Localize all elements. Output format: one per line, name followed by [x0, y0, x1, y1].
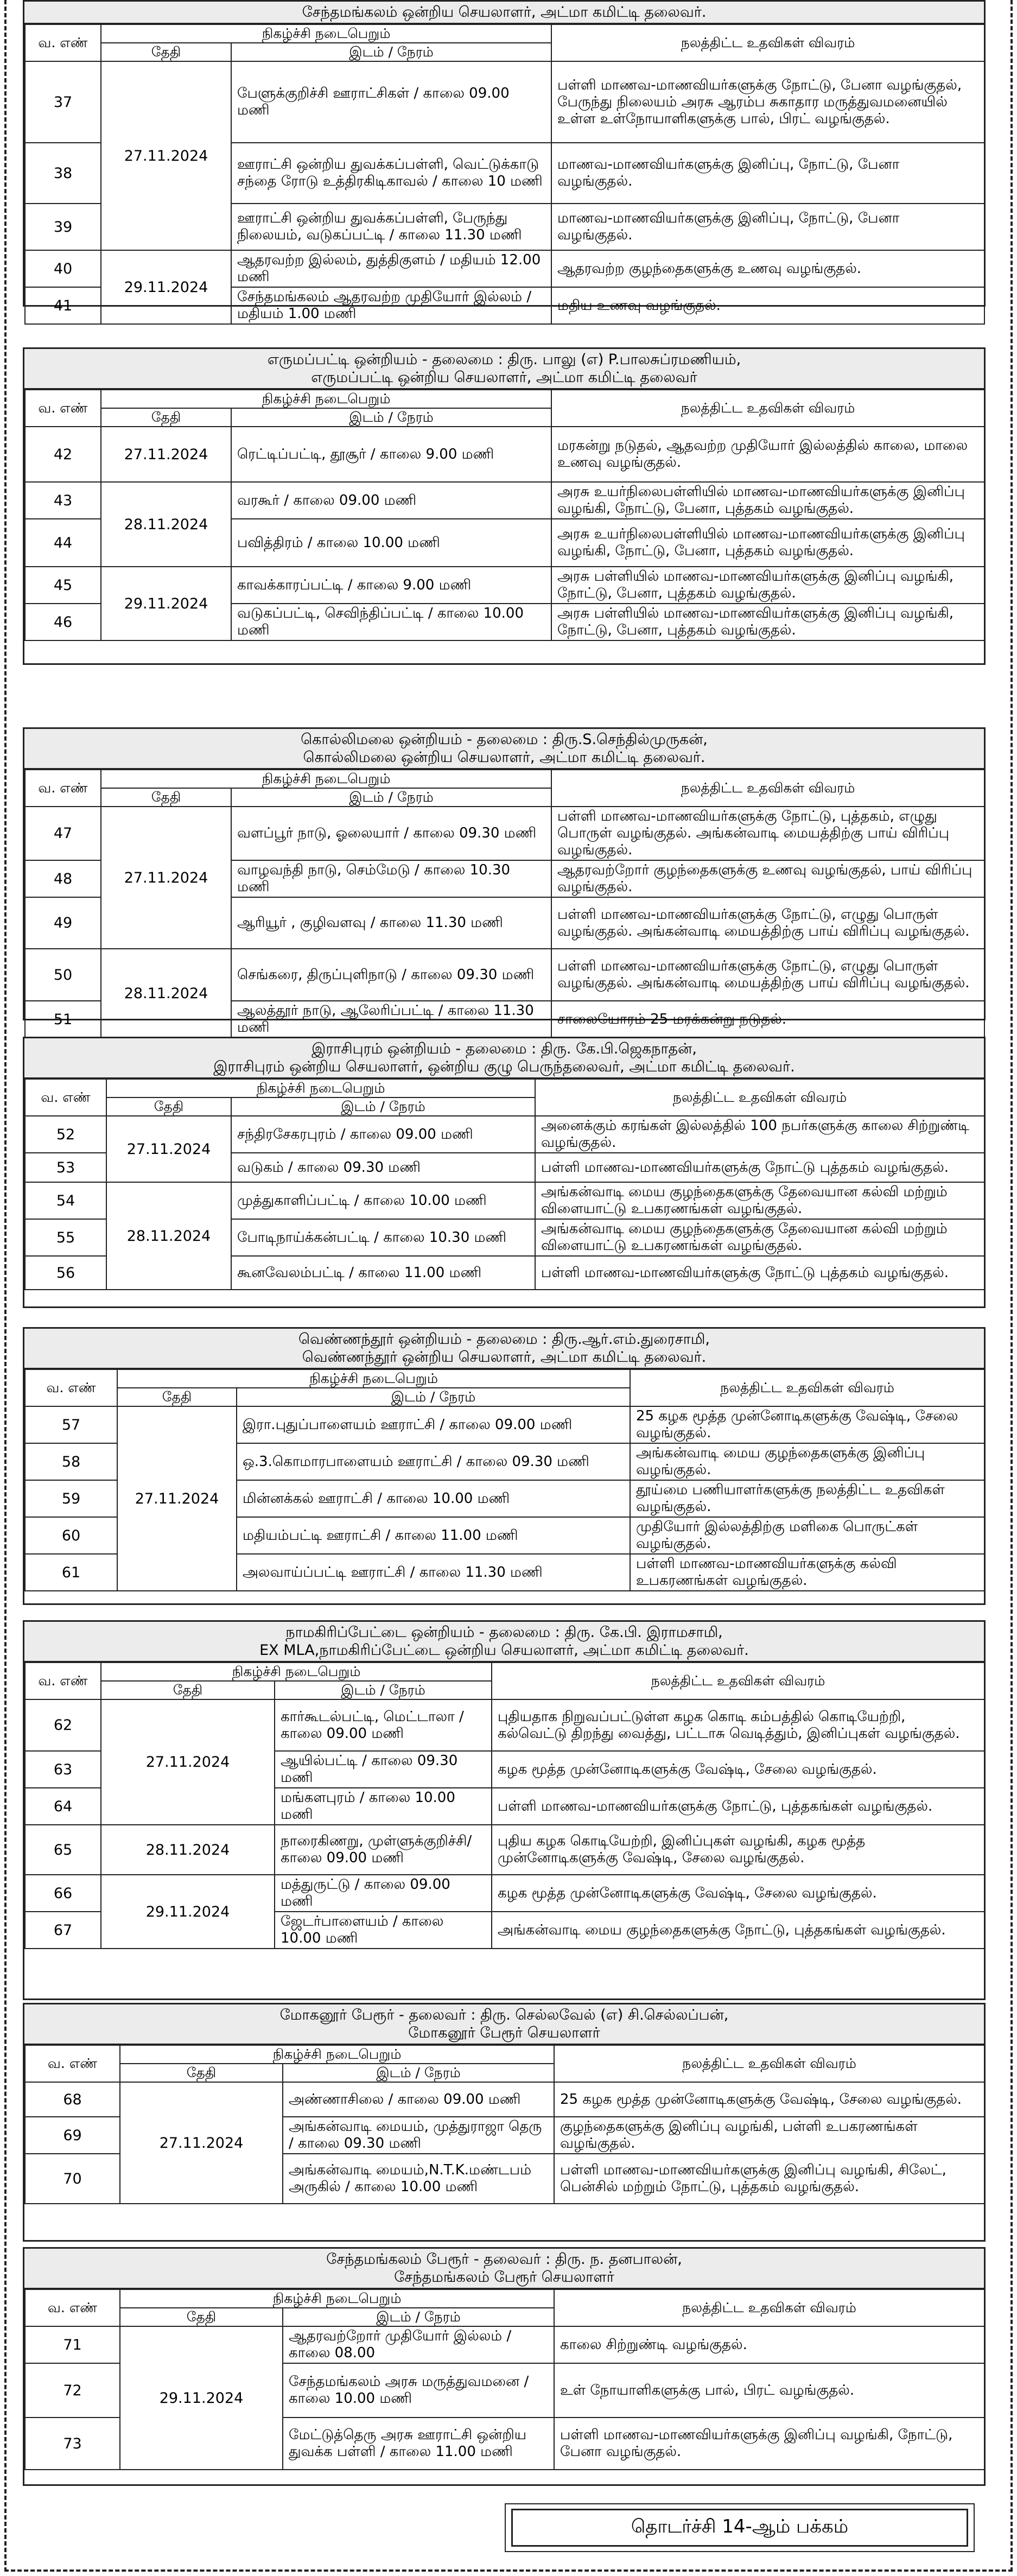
welfare-aid-details: காலை சிற்றுண்டி வழங்குதல்.: [554, 2326, 984, 2363]
section-header-line: எருமப்பட்டி ஒன்றியம் - தலைமை : திரு. பாலு (எ) P.பாலசுப்ரமணியம்,: [267, 351, 741, 368]
welfare-aid-details: அங்கன்வாடி மைய குழந்தைகளுக்கு தேவையான கல்வி மற்றும் விளையாட்டு உபகரணங்கள் வழங்குதல்.: [535, 1182, 984, 1219]
event-place-time: முத்துகாளிப்பட்டி / காலை 10.00 மணி: [231, 1182, 535, 1219]
col-header-place: இடம் / நேரம்: [275, 1681, 492, 1699]
col-header-date: தேதி: [117, 1388, 237, 1406]
event-place-time: அங்கன்வாடி மையம்,N.T.K.மண்டபம் அருகில் / காலை 10.00 மணி: [283, 2154, 554, 2204]
welfare-aid-details: பள்ளி மாணவ-மாணவியர்களுக்கு நோட்டு, பேனா வழங்குதல், பேருந்து நிலையம் அரசு ஆரம்ப சுகாதார மருத்துவமனையில் உள்ள உள்நோயாளிகளுக்கு பால், பிரட் வழங்குதல்.: [551, 61, 984, 143]
schedule-table: [24, 1369, 985, 1591]
col-header-sno: வ. எண்: [25, 2045, 120, 2082]
col-header-date: தேதி: [120, 2064, 283, 2082]
section-header: [24, 729, 984, 769]
welfare-aid-details: குழந்தைகளுக்கு இனிப்பு வழங்கி, பள்ளி உபகரணங்கள் வழங்குதல்.: [554, 2117, 984, 2154]
serial-number: 57: [25, 1406, 117, 1443]
event-place-time: நாரைகிணறு, முள்ளுக்குறிச்சி/ காலை 09.00 மணி: [275, 1825, 492, 1875]
welfare-aid-details: பள்ளி மாணவ-மாணவியர்களுக்கு இனிப்பு வழங்கி, சிலேட், பென்சில் மற்றும் நோட்டு, புத்தகம் வழங்குதல்.: [554, 2154, 984, 2204]
event-place-time: ஒ.3.கொமாரபாளையம் ஊராட்சி / காலை 09.30 மணி: [237, 1443, 630, 1480]
serial-number: 40: [25, 250, 101, 287]
event-date: 29.11.2024: [101, 250, 231, 324]
event-date: 28.11.2024: [101, 1825, 275, 1875]
col-header-place: இடம் / நேரம்: [283, 2308, 554, 2326]
welfare-aid-details: பள்ளி மாணவ-மாணவியர்களுக்கு நோட்டு புத்தகம் வழங்குதல்.: [535, 1153, 984, 1182]
event-place-time: இரா.புதுப்பாளையம் ஊராட்சி / காலை 09.00 மணி: [237, 1406, 630, 1443]
welfare-aid-details: சாலையோரம் 25 மரக்கன்று நடுதல்.: [551, 1001, 984, 1038]
welfare-aid-details: புதியதாக நிறுவப்பட்டுள்ள கழக கொடி கம்பத்தில் கொடியேற்றி, கல்வெட்டு திறந்து வைத்து, பட்டாசு வெடித்தும், இனிப்புகள் வழங்குதல்.: [492, 1699, 984, 1751]
table-row: [25, 1825, 984, 1875]
schedule-table: [24, 24, 985, 325]
serial-number: 37: [25, 61, 101, 143]
table-row: [25, 427, 984, 482]
serial-number: 51: [25, 1001, 101, 1038]
event-place-time: கூனவேலம்பட்டி / காலை 11.00 மணி: [231, 1256, 535, 1290]
program-section: [23, 1327, 986, 1605]
section-header-line: மோகனூர் பேரூர் செயலாளர்: [408, 2025, 600, 2041]
col-header-aid: நலத்திட்ட உதவிகள் விவரம்: [492, 1663, 984, 1699]
table-row: [25, 1699, 984, 1751]
col-header-date: தேதி: [101, 1681, 275, 1699]
program-section: [23, 2247, 986, 2486]
serial-number: 42: [25, 427, 101, 482]
section-header-line: சேந்தமங்கலம் பேரூர் செயலாளர்: [394, 2269, 614, 2286]
table-row: [25, 807, 984, 860]
serial-number: 45: [25, 567, 101, 604]
event-date: 29.11.2024: [101, 567, 231, 640]
event-place-time: அங்கன்வாடி மையம், முத்துராஜா தெரு / காலை 09.30 மணி: [283, 2117, 554, 2154]
table-row: [25, 61, 984, 143]
serial-number: 60: [25, 1517, 117, 1554]
schedule-table: [24, 769, 985, 1038]
col-header-date: தேதி: [120, 2308, 283, 2326]
event-place-time: மின்னக்கல் ஊராட்சி / காலை 10.00 மணி: [237, 1480, 630, 1517]
program-section: [23, 0, 986, 322]
serial-number: 62: [25, 1699, 101, 1751]
event-place-time: அலவாய்ப்பட்டி ஊராட்சி / காலை 11.30 மணி: [237, 1554, 630, 1591]
event-date: 27.11.2024: [106, 1116, 231, 1182]
section-header: [24, 2, 984, 24]
table-row: [25, 1182, 984, 1219]
table-row: [25, 250, 984, 287]
col-header-date: தேதி: [106, 1097, 231, 1116]
welfare-aid-details: ஆதரவற்றோர் குழந்தைகளுக்கு உணவு வழங்குதல், பாய் விரிப்பு வழங்குதல்.: [551, 860, 984, 897]
serial-number: 55: [25, 1219, 106, 1256]
section-header: [24, 1329, 984, 1369]
section-header: [24, 1622, 984, 1662]
welfare-aid-details: மாணவ-மாணவியர்களுக்கு இனிப்பு, நோட்டு, பேனா வழங்குதல்.: [551, 143, 984, 204]
welfare-aid-details: அங்கன்வாடி மைய குழந்தைகளுக்கு நோட்டு, புத்தகங்கள் வழங்குதல்.: [492, 1912, 984, 1949]
col-header-event: நிகழ்ச்சி நடைபெறும்: [117, 1369, 630, 1388]
program-section: [23, 2003, 986, 2242]
col-header-aid: நலத்திட்ட உதவிகள் விவரம்: [554, 2289, 984, 2326]
col-header-sno: வ. எண்: [25, 390, 101, 427]
event-place-time: கார்கூடல்பட்டி, மெட்டாலா / காலை 09.00 மணி: [275, 1699, 492, 1751]
schedule-table: [24, 389, 985, 641]
event-place-time: மத்துருட்டு / காலை 09.00 மணி: [275, 1875, 492, 1912]
program-section: [23, 727, 986, 1036]
event-place-time: சந்திரசேகரபுரம் / காலை 09.00 மணி: [231, 1116, 535, 1153]
col-header-place: இடம் / நேரம்: [231, 1097, 535, 1116]
table-row: [25, 1116, 984, 1153]
serial-number: 69: [25, 2117, 120, 2154]
table-row: [25, 949, 984, 1001]
col-header-aid: நலத்திட்ட உதவிகள் விவரம்: [630, 1369, 984, 1406]
col-header-aid: நலத்திட்ட உதவிகள் விவரம்: [535, 1079, 984, 1116]
section-header-line: இராசிபுரம் ஒன்றியம் - தலைமை : திரு. கே.பி.ஜெகநாதன்,: [312, 1040, 697, 1057]
col-header-place: இடம் / நேரம்: [231, 43, 551, 61]
welfare-aid-details: அரசு பள்ளியில் மாணவ-மாணவியர்களுக்கு இனிப்பு வழங்கி, நோட்டு, பேனா, புத்தகம் வழங்குதல்.: [551, 604, 984, 640]
event-place-time: மேட்டுத்தெரு அரசு ஊராட்சி ஒன்றிய துவக்க பள்ளி / காலை 11.00 மணி: [283, 2418, 554, 2470]
section-header: [24, 1038, 984, 1078]
col-header-sno: வ. எண்: [25, 24, 101, 61]
serial-number: 53: [25, 1153, 106, 1182]
event-place-time: வடுகம் / காலை 09.30 மணி: [231, 1153, 535, 1182]
event-place-time: ஆதரவற்றோர் முதியோர் இல்லம் / காலை 08.00: [283, 2326, 554, 2363]
serial-number: 50: [25, 949, 101, 1001]
event-place-time: ஆதரவற்ற இல்லம், துத்திகுளம் / மதியம் 12.00 மணி: [231, 250, 551, 287]
section-header: [24, 2249, 984, 2289]
welfare-aid-details: பள்ளி மாணவ-மாணவியர்களுக்கு கல்வி உபகரணங்கள் வழங்குதல்.: [630, 1554, 984, 1591]
program-section: [23, 347, 986, 665]
event-place-time: ஆயில்பட்டி / காலை 09.30 மணி: [275, 1751, 492, 1788]
welfare-aid-details: பள்ளி மாணவ-மாணவியர்களுக்கு இனிப்பு வழங்கி, நோட்டு, பேனா வழங்குதல்.: [554, 2418, 984, 2470]
table-row: [25, 567, 984, 604]
welfare-aid-details: 25 கழக மூத்த முன்னோடிகளுக்கு வேஷ்டி, சேலை வழங்குதல்.: [630, 1406, 984, 1443]
serial-number: 49: [25, 897, 101, 949]
serial-number: 63: [25, 1751, 101, 1788]
col-header-place: இடம் / நேரம்: [231, 408, 551, 427]
event-place-time: ஊராட்சி ஒன்றிய துவக்கப்பள்ளி, வெட்டுக்காடு சந்தை ரோடு உத்திரகிடிகாவல் / காலை 10 மணி: [231, 143, 551, 204]
event-date: 28.11.2024: [106, 1182, 231, 1290]
event-place-time: மதியம்பட்டி ஊராட்சி / காலை 11.00 மணி: [237, 1517, 630, 1554]
event-date: 29.11.2024: [101, 1875, 275, 1949]
serial-number: 67: [25, 1912, 101, 1949]
serial-number: 73: [25, 2418, 120, 2470]
section-header-line: நாமகிரிப்பேட்டை ஒன்றியம் - தலைமை : திரு. கே.பி. இராமசாமி,: [285, 1624, 723, 1641]
welfare-aid-details: மாணவ-மாணவியர்களுக்கு இனிப்பு, நோட்டு, பேனா வழங்குதல்.: [551, 204, 984, 250]
welfare-aid-details: தூய்மை பணியாளர்களுக்கு நலத்திட்ட உதவிகள் வழங்குதல்.: [630, 1480, 984, 1517]
welfare-aid-details: பள்ளி மாணவ-மாணவியர்களுக்கு நோட்டு, புத்தகங்கள் வழங்குதல்.: [492, 1788, 984, 1825]
serial-number: 54: [25, 1182, 106, 1219]
welfare-aid-details: மரகன்று நடுதல், ஆதவற்ற முதியோர் இல்லத்தில் காலை, மாலை உணவு வழங்குதல்.: [551, 427, 984, 482]
serial-number: 66: [25, 1875, 101, 1912]
welfare-aid-details: பள்ளி மாணவ-மாணவியர்களுக்கு நோட்டு, எழுது பொருள் வழங்குதல். அங்கன்வாடி மையத்திற்கு பாய் விரிப்பு வழங்குதல்.: [551, 949, 984, 1001]
serial-number: 46: [25, 604, 101, 640]
section-header-line: கொல்லிமலை ஒன்றியம் - தலைமை : திரு.S.செந்தில்முருகன்,: [301, 731, 708, 748]
serial-number: 43: [25, 482, 101, 519]
event-place-time: ஊராட்சி ஒன்றிய துவக்கப்பள்ளி, பேருந்து நிலையம், வடுகப்பட்டி / காலை 11.30 மணி: [231, 204, 551, 250]
page-frame: [4, 0, 1013, 2572]
section-header-line: சேந்தமங்கலம் ஒன்றிய செயலாளர், அட்மா கமிட்டி தலைவர்.: [302, 4, 707, 21]
program-section: [23, 1037, 986, 1308]
schedule-table: [24, 1662, 985, 1949]
welfare-aid-details: அனைக்கும் கரங்கள் இல்லத்தில் 100 நபர்களுக்கு காலை சிற்றுண்டி வழங்குதல்.: [535, 1116, 984, 1153]
serial-number: 72: [25, 2363, 120, 2418]
event-place-time: ஜேடர்பாளையம் / காலை 10.00 மணி: [275, 1912, 492, 1949]
serial-number: 70: [25, 2154, 120, 2204]
event-place-time: பவித்திரம் / காலை 10.00 மணி: [231, 519, 551, 567]
section-header: [24, 349, 984, 389]
col-header-place: இடம் / நேரம்: [231, 788, 551, 807]
event-place-time: சேந்தமங்கலம் அரசு மருத்துவமனை / காலை 10.00 மணி: [283, 2363, 554, 2418]
event-place-time: ரெட்டிப்பட்டி, தூசூர் / காலை 9.00 மணி: [231, 427, 551, 482]
serial-number: 41: [25, 287, 101, 324]
welfare-aid-details: புதிய கழக கொடியேற்றி, இனிப்புகள் வழங்கி, கழக மூத்த முன்னோடிகளுக்கு வேஷ்டி, சேலை வழங்குதல்.: [492, 1825, 984, 1875]
welfare-aid-details: கழக மூத்த முன்னோடிகளுக்கு வேஷ்டி, சேலை வழங்குதல்.: [492, 1875, 984, 1912]
event-place-time: ஆலத்தூர் நாடு, ஆலேரிப்பட்டி / காலை 11.30 மணி: [231, 1001, 551, 1038]
event-place-time: பேளுக்குறிச்சி ஊராட்சிகள் / காலை 09.00 மணி: [231, 61, 551, 143]
table-row: [25, 1406, 984, 1443]
col-header-date: தேதி: [101, 408, 231, 427]
program-section: [23, 1620, 986, 2000]
event-date: 27.11.2024: [101, 1699, 275, 1825]
col-header-sno: வ. எண்: [25, 770, 101, 807]
col-header-event: நிகழ்ச்சி நடைபெறும்: [101, 390, 551, 408]
col-header-aid: நலத்திட்ட உதவிகள் விவரம்: [551, 390, 984, 427]
event-place-time: ஆரியூர் , குழிவளவு / காலை 11.30 மணி: [231, 897, 551, 949]
serial-number: 65: [25, 1825, 101, 1875]
event-place-time: வளப்பூர் நாடு, ஓலையார் / காலை 09.30 மணி: [231, 807, 551, 860]
serial-number: 64: [25, 1788, 101, 1825]
event-place-time: செங்கரை, திருப்புளிநாடு / காலை 09.30 மணி: [231, 949, 551, 1001]
table-row: [25, 2082, 984, 2117]
serial-number: 68: [25, 2082, 120, 2117]
col-header-aid: நலத்திட்ட உதவிகள் விவரம்: [551, 770, 984, 807]
col-header-sno: வ. எண்: [25, 1369, 117, 1406]
welfare-aid-details: அரசு பள்ளியில் மாணவ-மாணவியர்களுக்கு இனிப்பு வழங்கி, நோட்டு, பேனா, புத்தகம் வழங்குதல்.: [551, 567, 984, 604]
event-place-time: காவக்காரப்பட்டி / காலை 9.00 மணி: [231, 567, 551, 604]
table-row: [25, 2326, 984, 2363]
serial-number: 56: [25, 1256, 106, 1290]
event-date: 27.11.2024: [101, 807, 231, 949]
welfare-aid-details: முதியோர் இல்லத்திற்கு மளிகை பொருட்கள் வழங்குதல்.: [630, 1517, 984, 1554]
serial-number: 47: [25, 807, 101, 860]
welfare-aid-details: மதிய உணவு வழங்குதல்.: [551, 287, 984, 324]
serial-number: 59: [25, 1480, 117, 1517]
event-place-time: சேந்தமங்கலம் ஆதரவற்ற முதியோர் இல்லம் / மதியம் 1.00 மணி: [231, 287, 551, 324]
welfare-aid-details: அங்கன்வாடி மைய குழந்தைகளுக்கு தேவையான கல்வி மற்றும் விளையாட்டு உபகரணங்கள் வழங்குதல்.: [535, 1219, 984, 1256]
section-header-line: வெண்ணந்தூர் ஒன்றியம் - தலைமை : திரு.ஆர்.எம்.துரைசாமி,: [298, 1331, 710, 1348]
schedule-table: [24, 2045, 985, 2204]
col-header-date: தேதி: [101, 788, 231, 807]
event-date: 29.11.2024: [120, 2326, 283, 2470]
serial-number: 71: [25, 2326, 120, 2363]
serial-number: 52: [25, 1116, 106, 1153]
section-header-line: எருமப்பட்டி ஒன்றிய செயலாளர், அட்மா கமிட்டி தலைவர்: [311, 369, 697, 386]
col-header-event: நிகழ்ச்சி நடைபெறும்: [101, 24, 551, 43]
continuation-text: தொடர்ச்சி 14-ஆம் பக்கம்: [511, 2509, 968, 2547]
welfare-aid-details: பள்ளி மாணவ-மாணவியர்களுக்கு நோட்டு, புத்தகம், எழுது பொருள் வழங்குதல். அங்கன்வாடி மையத்திற்கு பாய் விரிப்பு வழங்குதல்.: [551, 807, 984, 860]
col-header-sno: வ. எண்: [25, 1079, 106, 1116]
col-header-event: நிகழ்ச்சி நடைபெறும்: [101, 1663, 492, 1681]
serial-number: 38: [25, 143, 101, 204]
event-date: 28.11.2024: [101, 949, 231, 1038]
col-header-place: இடம் / நேரம்: [283, 2064, 554, 2082]
section-header-line: மோகனூர் பேரூர் - தலைவர் : திரு. செல்லவேல் (எ) சி.செல்லப்பன்,: [279, 2007, 729, 2023]
welfare-aid-details: உள் நோயாளிகளுக்கு பால், பிரட் வழங்குதல்.: [554, 2363, 984, 2418]
section-header-line: இராசிபுரம் ஒன்றிய செயலாளர், ஒன்றிய குழு பெருந்தலைவர், அட்மா கமிட்டி தலைவர்.: [213, 1058, 795, 1075]
table-row: [25, 1875, 984, 1912]
event-place-time: மங்களபுரம் / காலை 10.00 மணி: [275, 1788, 492, 1825]
welfare-aid-details: அங்கன்வாடி மைய குழந்தைகளுக்கு இனிப்பு வழங்குதல்.: [630, 1443, 984, 1480]
section-header-line: சேந்தமங்கலம் பேரூர் - தலைவர் : திரு. ந. தனபாலன்,: [326, 2251, 682, 2268]
welfare-aid-details: 25 கழக மூத்த முன்னோடிகளுக்கு வேஷ்டி, சேலை வழங்குதல்.: [554, 2082, 984, 2117]
event-place-time: அண்ணாசிலை / காலை 09.00 மணி: [283, 2082, 554, 2117]
serial-number: 48: [25, 860, 101, 897]
serial-number: 44: [25, 519, 101, 567]
event-date: 27.11.2024: [120, 2082, 283, 2204]
col-header-event: நிகழ்ச்சி நடைபெறும்: [120, 2045, 554, 2064]
welfare-aid-details: கழக மூத்த முன்னோடிகளுக்கு வேஷ்டி, சேலை வழங்குதல்.: [492, 1751, 984, 1788]
welfare-aid-details: ஆதரவற்ற குழந்தைகளுக்கு உணவு வழங்குதல்.: [551, 250, 984, 287]
section-header-line: வெண்ணந்தூர் ஒன்றிய செயலாளர், அட்மா கமிட்டி தலைவர்.: [302, 1349, 707, 1366]
welfare-aid-details: அரசு உயர்நிலைபள்ளியில் மாணவ-மாணவியர்களுக்கு இனிப்பு வழங்கி, நோட்டு, பேனா, புத்தகம் வழங்குதல்.: [551, 519, 984, 567]
col-header-sno: வ. எண்: [25, 2289, 120, 2326]
serial-number: 61: [25, 1554, 117, 1591]
event-place-time: வரகூர் / காலை 09.00 மணி: [231, 482, 551, 519]
schedule-table: [24, 1078, 985, 1290]
event-date: 28.11.2024: [101, 482, 231, 567]
col-header-aid: நலத்திட்ட உதவிகள் விவரம்: [551, 24, 984, 61]
event-place-time: வடுகப்பட்டி, செவிந்திப்பட்டி / காலை 10.00 மணி: [231, 604, 551, 640]
schedule-table: [24, 2289, 985, 2470]
serial-number: 58: [25, 1443, 117, 1480]
section-header-line: EX MLA,நாமகிரிப்பேட்டை ஒன்றிய செயலாளர், அட்மா கமிட்டி தலைவர்.: [259, 1642, 749, 1659]
col-header-event: நிகழ்ச்சி நடைபெறும்: [106, 1079, 535, 1097]
welfare-aid-details: பள்ளி மாணவ-மாணவியர்களுக்கு நோட்டு புத்தகம் வழங்குதல்.: [535, 1256, 984, 1290]
col-header-date: தேதி: [101, 43, 231, 61]
continuation-box: [505, 2503, 975, 2552]
event-place-time: போடிநாய்க்கன்பட்டி / காலை 10.30 மணி: [231, 1219, 535, 1256]
section-header: [24, 2004, 984, 2045]
welfare-aid-details: பள்ளி மாணவ-மாணவியர்களுக்கு நோட்டு, எழுது பொருள் வழங்குதல். அங்கன்வாடி மையத்திற்கு பாய் விரிப்பு வழங்குதல்.: [551, 897, 984, 949]
table-row: [25, 482, 984, 519]
event-date: 27.11.2024: [101, 61, 231, 250]
col-header-aid: நலத்திட்ட உதவிகள் விவரம்: [554, 2045, 984, 2082]
col-header-event: நிகழ்ச்சி நடைபெறும்: [120, 2289, 554, 2308]
serial-number: 39: [25, 204, 101, 250]
welfare-aid-details: அரசு உயர்நிலைபள்ளியில் மாணவ-மாணவியர்களுக்கு இனிப்பு வழங்கி, நோட்டு, பேனா, புத்தகம் வழங்குதல்.: [551, 482, 984, 519]
event-date: 27.11.2024: [101, 427, 231, 482]
section-header-line: கொல்லிமலை ஒன்றிய செயலாளர், அட்மா கமிட்டி தலைவர்.: [303, 749, 705, 766]
event-date: 27.11.2024: [117, 1406, 237, 1591]
col-header-event: நிகழ்ச்சி நடைபெறும்: [101, 770, 551, 788]
col-header-place: இடம் / நேரம்: [237, 1388, 630, 1406]
event-place-time: வாழவந்தி நாடு, செம்மேடு / காலை 10.30 மணி: [231, 860, 551, 897]
col-header-sno: வ. எண்: [25, 1663, 101, 1699]
